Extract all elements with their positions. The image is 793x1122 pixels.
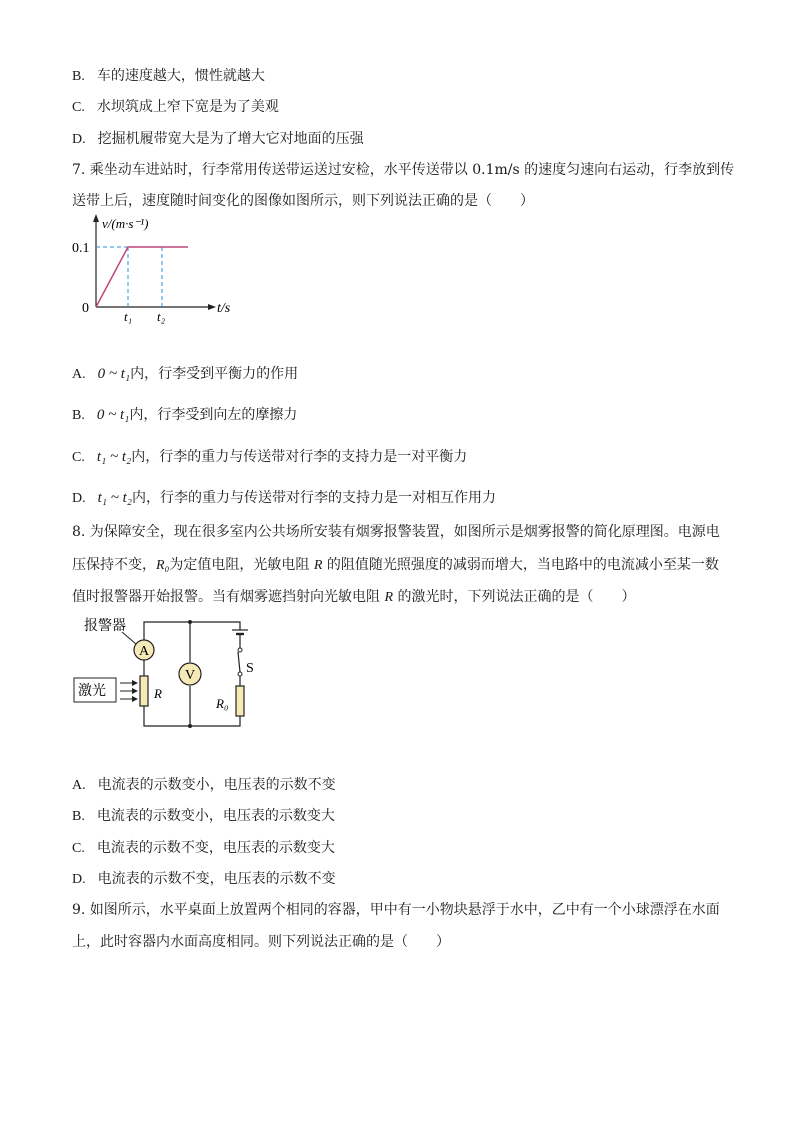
y-axis-label: v/(m·s⁻¹) [102, 216, 149, 231]
q8-stem-line3: 值时报警器开始报警。当有烟雾遮挡射向光敏电阻 R 的激光时，下列说法正确的是（ ） [72, 589, 636, 605]
q8-option-b: B. 电流表的示数变小，电压表的示数变大 [72, 808, 335, 824]
resistor-r0-label: R₀ [216, 696, 229, 711]
photoresistor-r [140, 676, 148, 706]
t2-label: t₂ [157, 309, 166, 324]
switch-contact-top [238, 648, 242, 652]
alarm-label: 报警器 [84, 619, 126, 634]
ammeter-label: A [139, 644, 150, 659]
resistor-r-label: R [154, 686, 162, 701]
y-axis-arrow [93, 214, 99, 222]
switch-blade [238, 652, 240, 672]
q6-option-c: C. 水坝筑成上窄下宽是为了美观 [72, 99, 279, 115]
q8-stem-line2: 压保持不变，R₀为定值电阻，光敏电阻 R 的阻值随光照强度的减弱而增大，当电路中的电流减小至某一数 [72, 557, 719, 573]
q9-stem-line2: 上，此时容器内水面高度相同。则下列说法正确的是（ ） [72, 934, 450, 950]
q7-stem-line2: 送带上后，速度随时间变化的图像如图所示，则下列说法正确的是（ ） [72, 193, 534, 209]
y-tick-label: 0.1 [72, 241, 90, 256]
origin-label: 0 [82, 301, 89, 316]
alarm-pointer [122, 632, 136, 644]
laser-label: 激光 [78, 684, 106, 699]
q8-option-c: C. 电流表的示数不变，电压表的示数变大 [72, 840, 335, 856]
q8-option-d: D. 电流表的示数不变，电压表的示数不变 [72, 871, 336, 887]
q7-option-d: D. t₁ ~ t₂内，行李的重力与传送带对行李的支持力是一对相互作用力 [72, 490, 497, 506]
q9-stem-line1: 9. 如图所示，水平桌面上放置两个相同的容器，甲中有一小物块悬浮于水中，乙中有一个小球漂浮在水面 [72, 902, 720, 918]
q8-option-a: A. 电流表的示数变小，电压表的示数不变 [72, 777, 336, 793]
voltmeter-label: V [185, 668, 196, 683]
q7-option-b: B. 0 ~ t₁内，行李受到向左的摩擦力 [72, 407, 298, 423]
velocity-line [96, 247, 188, 307]
q6-option-b: B. 车的速度越大，惯性就越大 [72, 68, 265, 84]
q6-option-d: D. 挖掘机履带宽大是为了增大它对地面的压强 [72, 131, 364, 147]
q8-circuit-diagram [70, 612, 260, 734]
q7-stem-line1: 7. 乘坐动车进站时，行李常用传送带运送过安检，水平传送带以 0.1m/s 的速度匀速向右运动，行李放到传 [72, 162, 735, 178]
q7-option-c: C. t₁ ~ t₂内，行李的重力与传送带对行李的支持力是一对平衡力 [72, 449, 468, 465]
t1-label: t₁ [124, 309, 133, 324]
q8-stem-line1: 8. 为保障安全，现在很多室内公共场所安装有烟雾报警装置，如图所示是烟雾报警的简化原理图。电源电 [72, 524, 720, 540]
x-axis-arrow [208, 304, 216, 310]
circuit-wire-left-top [144, 622, 240, 640]
resistor-r0 [236, 686, 244, 716]
switch-contact-bottom [238, 672, 242, 676]
switch-label: S [246, 661, 254, 676]
q7-option-a: A. 0 ~ t₁内，行李受到平衡力的作用 [72, 366, 299, 382]
x-axis-label: t/s [217, 301, 231, 316]
q7-velocity-time-graph [70, 212, 250, 327]
